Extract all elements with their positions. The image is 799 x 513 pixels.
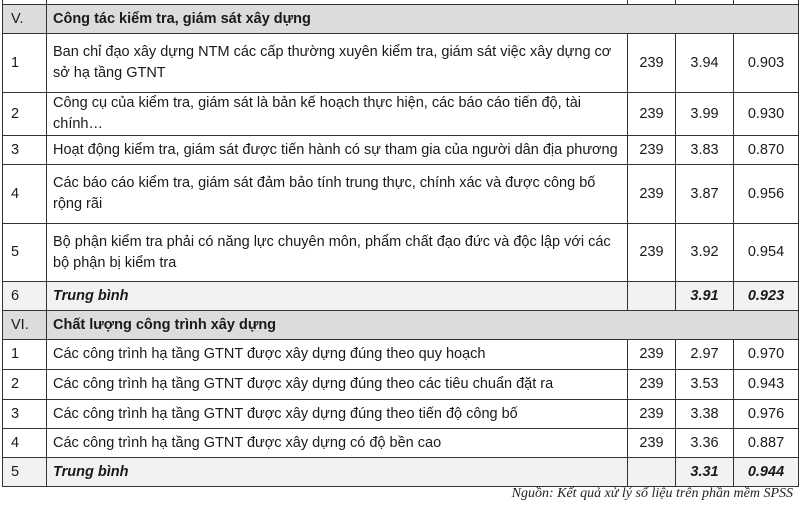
row-mean: 3.92 xyxy=(676,224,734,282)
row-mean: 3.87 xyxy=(676,165,734,224)
row-mean: 3.36 xyxy=(676,429,734,458)
source-note: Nguồn: Kết quả xử lý số liệu trên phần mềm SPSS xyxy=(511,486,793,501)
row-mean: 3.53 xyxy=(676,370,734,400)
table-row xyxy=(3,93,799,136)
table-row xyxy=(3,370,799,400)
average-sd: 0.923 xyxy=(734,282,799,311)
row-sd: 0.954 xyxy=(734,224,799,282)
row-text: Công cụ của kiểm tra, giám sát là bản kế hoạch thực hiện, các báo cáo tiến độ, tài chính… xyxy=(47,93,628,136)
row-number: 1 xyxy=(3,34,47,93)
row-mean: 3.83 xyxy=(676,136,734,165)
row-number: 4 xyxy=(3,165,47,224)
table-row xyxy=(3,165,799,224)
row-number: 6 xyxy=(3,282,47,311)
table-row xyxy=(3,340,799,370)
row-text: Các công trình hạ tầng GTNT được xây dựng đúng theo các tiêu chuẩn đặt ra xyxy=(47,370,628,400)
row-n: 239 xyxy=(628,429,676,458)
row-sd: 0.956 xyxy=(734,165,799,224)
section-title: Chất lượng công trình xây dựng xyxy=(47,311,799,340)
row-text: Các báo cáo kiểm tra, giám sát đảm bảo tính trung thực, chính xác và được công bố rộng rãi xyxy=(47,165,628,224)
section-title: Công tác kiểm tra, giám sát xây dựng xyxy=(47,5,799,34)
row-n: 239 xyxy=(628,93,676,136)
row-sd: 0.930 xyxy=(734,93,799,136)
table-row xyxy=(3,224,799,282)
section-number: V. xyxy=(3,5,47,34)
average-row xyxy=(3,458,799,487)
average-mean: 3.31 xyxy=(676,458,734,487)
row-sd: 0.870 xyxy=(734,136,799,165)
row-number: 1 xyxy=(3,340,47,370)
average-row xyxy=(3,282,799,311)
average-mean: 3.91 xyxy=(676,282,734,311)
row-mean: 3.99 xyxy=(676,93,734,136)
survey-results-table xyxy=(2,0,799,487)
row-n: 239 xyxy=(628,165,676,224)
row-sd: 0.943 xyxy=(734,370,799,400)
average-sd: 0.944 xyxy=(734,458,799,487)
row-sd: 0.970 xyxy=(734,340,799,370)
row-n: 239 xyxy=(628,370,676,400)
row-number: 4 xyxy=(3,429,47,458)
row-mean: 3.38 xyxy=(676,400,734,429)
table-row xyxy=(3,400,799,429)
row-n: 239 xyxy=(628,224,676,282)
row-mean: 3.94 xyxy=(676,34,734,93)
row-n: 239 xyxy=(628,34,676,93)
row-number: 2 xyxy=(3,93,47,136)
table-row xyxy=(3,429,799,458)
average-label: Trung bình xyxy=(47,458,628,487)
section-header-row xyxy=(3,5,799,34)
row-sd: 0.887 xyxy=(734,429,799,458)
row-text: Hoạt động kiểm tra, giám sát được tiến hành có sự tham gia của người dân địa phương xyxy=(47,136,628,165)
row-number: 3 xyxy=(3,136,47,165)
section-header-row xyxy=(3,311,799,340)
row-mean: 2.97 xyxy=(676,340,734,370)
row-sd: 0.903 xyxy=(734,34,799,93)
row-number: 2 xyxy=(3,370,47,400)
row-n: 239 xyxy=(628,400,676,429)
row-sd: 0.976 xyxy=(734,400,799,429)
table-row xyxy=(3,136,799,165)
row-number: 3 xyxy=(3,400,47,429)
table-row xyxy=(3,34,799,93)
row-text: Các công trình hạ tầng GTNT được xây dựng đúng theo quy hoạch xyxy=(47,340,628,370)
row-number: 5 xyxy=(3,458,47,487)
row-number: 5 xyxy=(3,224,47,282)
row-n: 239 xyxy=(628,136,676,165)
row-text: Các công trình hạ tầng GTNT được xây dựng có độ bền cao xyxy=(47,429,628,458)
row-text: Các công trình hạ tầng GTNT được xây dựng đúng theo tiến độ công bố xyxy=(47,400,628,429)
row-text: Ban chỉ đạo xây dựng NTM các cấp thường xuyên kiểm tra, giám sát việc xây dựng cơ sở hạ tầng GTNT xyxy=(47,34,628,93)
row-n: 239 xyxy=(628,340,676,370)
average-label: Trung bình xyxy=(47,282,628,311)
row-text: Bộ phận kiểm tra phải có năng lực chuyên môn, phẩm chất đạo đức và độc lập với các bộ phận bị kiểm tra xyxy=(47,224,628,282)
section-number: VI. xyxy=(3,311,47,340)
